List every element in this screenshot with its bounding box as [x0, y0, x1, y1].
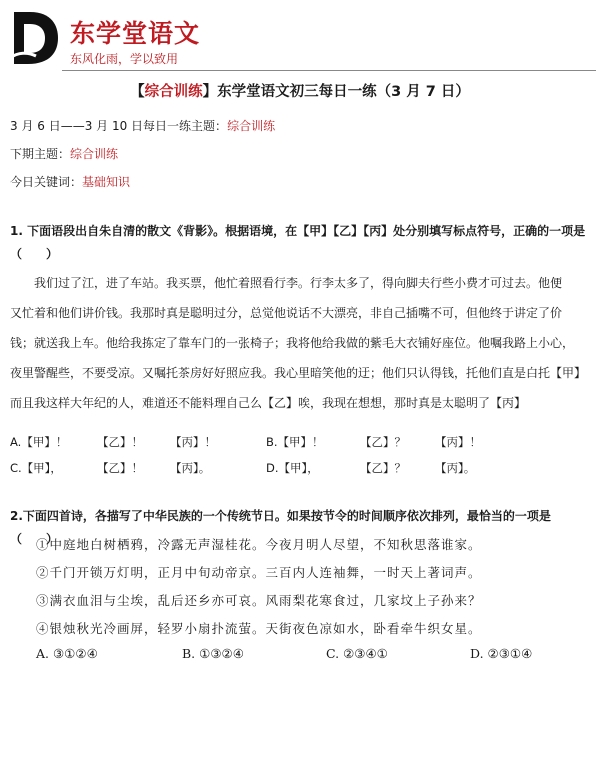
- theme-value: 综合训练: [227, 119, 276, 133]
- option-a-b3: 【丙】！: [170, 435, 216, 449]
- poem-1: ①中庭地白树栖鸦，冷露无声湿桂花。今夜月明人尽望，不知秋思落谁家。: [36, 537, 482, 552]
- next-theme-line: 下期主题：综合训练: [10, 147, 119, 161]
- option-b: B.【甲】！: [266, 435, 324, 449]
- choice-a: A. ③①②④: [36, 646, 98, 661]
- keyword-line: 今日关键词：基础知识: [10, 175, 131, 189]
- question-1-passage: [10, 268, 592, 418]
- question-1-options: [10, 434, 592, 486]
- choice-d: D. ②③①④: [470, 646, 533, 661]
- brand-logo-icon: [8, 8, 60, 66]
- passage-line: 又忙着和他们讲价钱。我那时真是聪明过分，总觉他说话不大漂亮，非自己插嘴不可，但他终于讲定了价: [10, 306, 563, 320]
- choice-b: B. ①③②④: [182, 646, 244, 661]
- theme-line: 3 月 6 日——3 月 10 日每日一练主题：综合训练: [10, 119, 276, 133]
- option-row-cd: [10, 460, 592, 486]
- passage-line: 我们过了江，进了车站。我买票，他忙着照看行李。行李太多了，得向脚夫行些小费才可过去。他便: [34, 276, 563, 290]
- page-title: 【综合训练】东学堂语文初三每日一练（3 月 7 日）: [130, 84, 470, 100]
- option-a: A.【甲】！: [10, 435, 68, 449]
- poem-2: ②千门开锁万灯明，正月中旬动帝京。三百内人连袖舞，一时天上著词声。: [36, 565, 482, 580]
- passage-line: 钱；就送我上车。他给我拣定了靠车门的一张椅子；我将他给我做的紫毛大衣铺好座位。他嘱我路上小心，: [10, 336, 575, 350]
- choice-c: C. ②③④①: [326, 646, 388, 661]
- title-topic: 综合训练: [144, 84, 203, 100]
- option-row-ab: [10, 434, 592, 460]
- option-c-b2: 【乙】！: [97, 461, 143, 475]
- header-divider: [62, 70, 596, 71]
- option-d-b2: 【乙】？: [360, 461, 406, 475]
- option-b-b3: 【丙】！: [435, 435, 481, 449]
- option-c: C.【甲】，: [10, 461, 62, 475]
- brand-slogan: 东风化雨，学以致用: [70, 52, 179, 66]
- keyword-value: 基础知识: [82, 175, 131, 189]
- next-theme-value: 综合训练: [70, 147, 119, 161]
- option-d: D.【甲】，: [266, 461, 319, 475]
- poem-4: ④银烛秋光冷画屏，轻罗小扇扑流萤。天街夜色凉如水，卧看牵牛织女星。: [36, 621, 482, 636]
- option-c-b3: 【丙】。: [170, 461, 211, 475]
- passage-line: 夜里警醒些，不要受凉。又嘱托茶房好好照应我。我心里暗笑他的迂；他们只认得钱，托他们直是白托【甲】: [10, 366, 587, 380]
- question-1-stem: 1. 下面语段出自朱自清的散文《背影》。根据语境，在【甲】【乙】【丙】处分别填写标点符号，正确的一项是（ ）: [10, 224, 586, 261]
- question-2-stem: 2.下面四首诗，各描写了中华民族的一个传统节日。如果按节令的时间顺序依次排列，最恰当的一项是（ ）: [10, 509, 551, 546]
- passage-line: 而且我这样大年纪的人，难道还不能料理自己么【乙】唉，我现在想想，那时真是太聪明了【丙】: [10, 396, 527, 410]
- option-a-b2: 【乙】！: [97, 435, 143, 449]
- header: [0, 0, 600, 75]
- option-b-b2: 【乙】？: [360, 435, 406, 449]
- brand-name: 东学堂语文: [70, 19, 201, 48]
- poem-3: ③满衣血泪与尘埃，乱后还乡亦可哀。风雨梨花寒食过，几家坟上子孙来？: [36, 593, 482, 608]
- option-d-b3: 【丙】。: [435, 461, 476, 475]
